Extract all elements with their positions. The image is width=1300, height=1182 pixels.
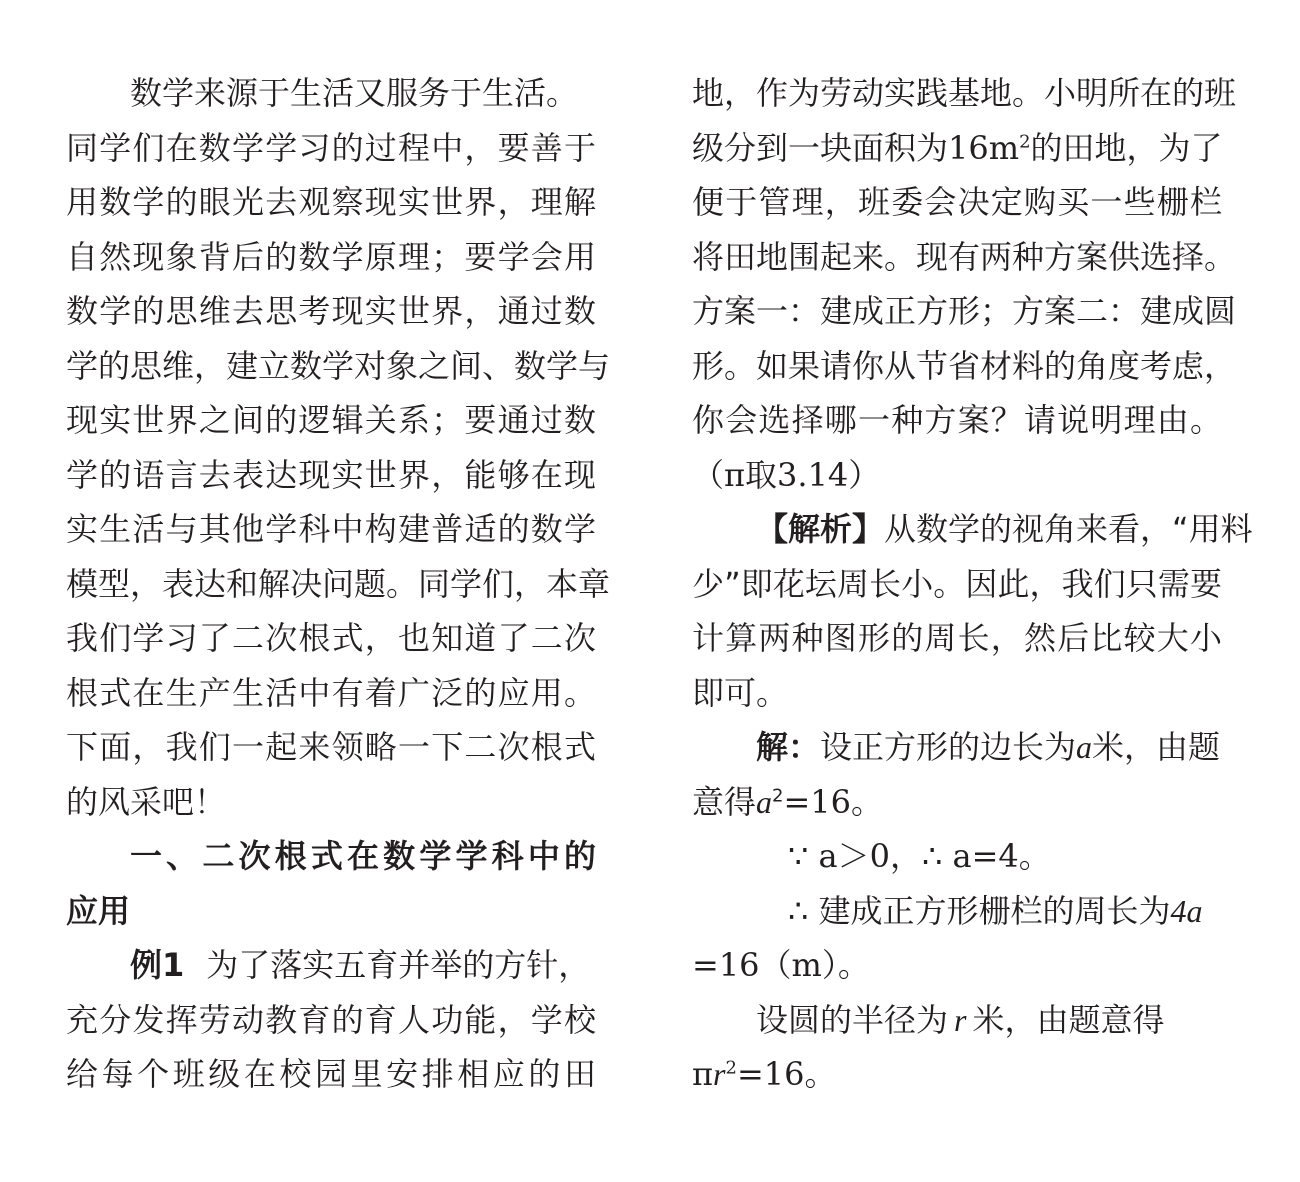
problem-line: （π取3.14）	[692, 455, 881, 494]
because-line: ∵ a＞0，∴ a=4。	[788, 837, 1051, 875]
circle-text: 米，由题意得	[972, 1000, 1165, 1039]
circle-text: 设圆的半径为	[756, 1000, 949, 1039]
intro-line: 用数学的眼光去观察现实世界，理解	[66, 183, 596, 221]
intro-line: 数学来源于生活又服务于生活。	[130, 74, 579, 112]
problem-line: 地，作为劳动实践基地。小明所在的班	[692, 74, 1237, 112]
equation-tail: =16。	[736, 1055, 837, 1093]
area-superscript: 2	[1019, 130, 1031, 152]
therefore-text: ∴ 建成正方形栅栏的周长为	[788, 891, 1171, 930]
intro-line: 现实世界之间的逻辑关系；要通过数	[66, 401, 596, 439]
analysis-label: 【解析】	[756, 510, 885, 548]
example-label: 例1	[130, 946, 185, 984]
example-line: 给每个班级在校园里安排相应的田	[66, 1055, 596, 1093]
solution-label: 解：	[756, 728, 821, 766]
problem-line-area	[692, 121, 1222, 176]
problem-line: 便于管理，班委会决定购买一些栅栏	[692, 183, 1222, 221]
problem-line: 你会选择哪一种方案？请说明理由。	[692, 401, 1222, 439]
intro-line: 下面，我们一起来领略一下二次根式	[66, 728, 596, 766]
analysis-line: 计算两种图形的周长，然后比较大小	[692, 619, 1222, 657]
example-text: 为了落实五育并举的方针，	[206, 946, 591, 984]
left-column	[66, 66, 611, 1102]
therefore-line	[692, 884, 1222, 939]
intro-line: 我们学习了二次根式，也知道了二次	[66, 619, 596, 657]
problem-line: 形。如果请你从节省材料的角度考虑，	[692, 346, 1237, 385]
area-prefix: 级分到一块面积为16m	[692, 128, 1020, 167]
analysis-first-line	[692, 502, 1253, 557]
var-4a: 4a	[1170, 892, 1203, 929]
area-tail: 的田地，为了	[1030, 128, 1223, 167]
circle-equation	[692, 1047, 1222, 1102]
intro-line: 同学们在数学学习的过程中，要善于	[66, 128, 596, 167]
solution-text: 意得	[692, 782, 757, 821]
example-first-line	[66, 938, 596, 993]
circle-line	[692, 993, 1222, 1048]
area-text	[692, 121, 1031, 176]
var-r: r	[713, 1056, 726, 1092]
intro-line: 学的语言去表达现实世界，能够在现	[66, 455, 596, 494]
var-a: a	[756, 783, 773, 820]
intro-line: 的风采吧！	[66, 782, 227, 821]
solution-text: 设正方形的边长为	[820, 728, 1077, 766]
right-column	[692, 66, 1253, 1102]
intro-line: 模型，表达和解决问题。同学们，本章	[66, 564, 611, 603]
solution-line	[692, 720, 1222, 775]
perimeter-line: =16（m）。	[692, 946, 870, 984]
intro-line: 自然现象背后的数学原理；要学会用	[66, 237, 596, 276]
section-heading-cont: 应用	[66, 891, 131, 930]
superscript: 2	[772, 784, 784, 806]
problem-line: 将田地围起来。现有两种方案供选择。	[692, 237, 1237, 276]
analysis-line: 即可。	[692, 673, 789, 712]
example-line: 充分发挥劳动教育的育人功能，学校	[66, 1000, 596, 1039]
solution-text: 米，由题	[1092, 728, 1221, 766]
var-r: r	[954, 1001, 967, 1038]
intro-line: 实生活与其他学科中构建普适的数学	[66, 510, 596, 548]
problem-line: 方案一：建成正方形；方案二：建成圆	[692, 292, 1237, 330]
analysis-text: 从数学的视角来看，“用料	[884, 510, 1253, 548]
section-heading: 一、二次根式在数学学科中的	[130, 837, 596, 875]
intro-line: 数学的思维去思考现实世界，通过数	[66, 292, 596, 330]
intro-line: 根式在生产生活中有着广泛的应用。	[66, 673, 596, 712]
solution-line	[692, 775, 1222, 830]
solution-text: =16。	[783, 782, 884, 821]
superscript: 2	[725, 1057, 737, 1079]
intro-line: 学的思维，建立数学对象之间、数学与	[66, 346, 611, 385]
pi-symbol: π	[692, 1055, 714, 1093]
analysis-line: 少”即花坛周长小。因此，我们只需要	[692, 564, 1222, 603]
var-a: a	[1076, 729, 1093, 765]
